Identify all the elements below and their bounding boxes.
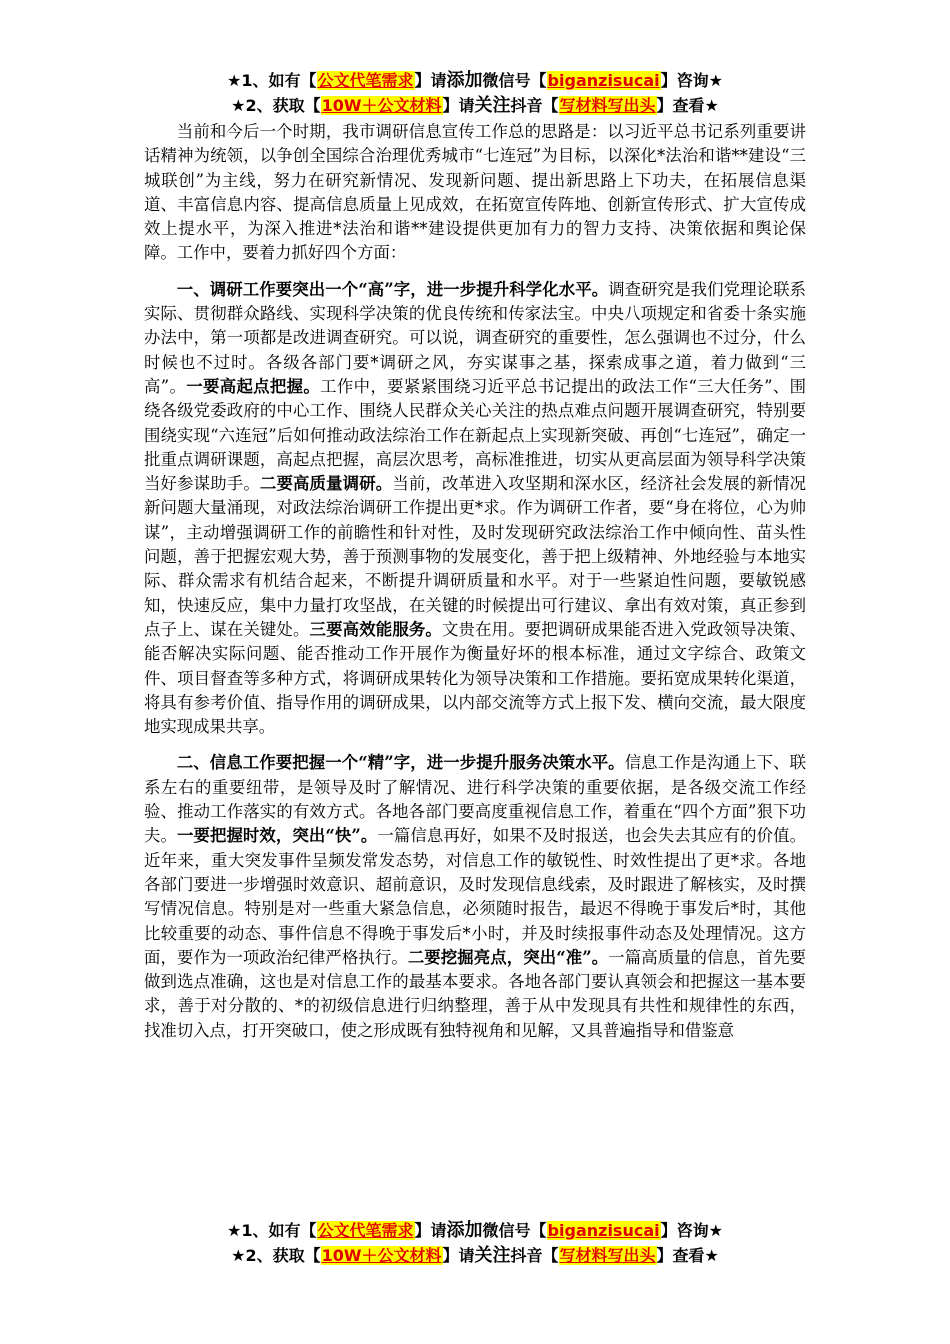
footer-1-suffix: 】咨询★ — [660, 1221, 723, 1240]
footer-1-prefix: ★1、如有【 — [227, 1221, 317, 1240]
footer-banner-line-2 — [0, 1245, 950, 1267]
banner-1-suffix: 】咨询★ — [660, 71, 723, 90]
header-banner-line-2 — [0, 95, 950, 117]
document-body — [144, 120, 806, 1043]
banner-1-prefix: ★1、如有【 — [227, 71, 317, 90]
section-2-text-2: 一篇信息再好，如果不及时报送，也会失去其应有的价值。近年来，重大突发事件呈频发常发态势，对信息工作的敏锐性、时效性提出了更*求。各地各部门要进一步增强时效意识、超前意识，及时发现信息线索，及时跟进了解核实，及时撰写情况信息。特别是对一些重大紧急信息，必须随时报告，最迟不得晚于事发后*时，其他比较重要的动态、事件信息不得晚于事发后*小时，并及时续报事件动态及处理情况。这方面，要作为一项政治纪律严格执行。 — [144, 826, 807, 967]
banner-1-mid: 】请 — [414, 71, 447, 90]
footer-2-highlight-materials: 10W＋公文材料 — [321, 1246, 442, 1265]
section-1-heading: 一、调研工作要突出一个“高”字，进一步提升科学化水平。 — [176, 279, 609, 299]
footer-2-highlight-douyin: 写材料写出头 — [559, 1246, 656, 1265]
banner-2-suffix: 】查看★ — [656, 96, 719, 115]
footer-banner-line-1 — [0, 1220, 950, 1242]
banner-2-mid-2: 抖音【 — [510, 96, 559, 115]
section-1-text-2: 工作中，要紧紧围绕习近平总书记提出的政法工作“三大任务”、围绕各级党委政府的中心工作、围绕人民群众关心关注的热点难点问题开展调查研究，特别要围绕实现“六连冠”后如何推动政法综治工作在新起点上实现新突破、再创“七连冠”，确定一批重点调研课题，高起点把握，高层次思考，高标准推进，切实从更高层面为领导科学决策当好参谋助手。 — [144, 376, 807, 494]
banner-1-keyword: 添加 — [446, 70, 483, 91]
section-1-text-1: 调查研究是我们党理论联系实际、贯彻群众路线、实现科学决策的优良传统和传家法宝。中央八项规定和省委十条实施办法中，第一项都是改进调查研究。可以说，调查研究的重要性，怎么强调也不过分，什么时候也不过时。各级各部门要*调研之风，夯实谋事之基，探索成事之道，着力做到“三高”。 — [144, 279, 807, 396]
header-banner-line-1 — [0, 70, 950, 92]
banner-1-highlight-service: 公文代笔需求 — [317, 71, 414, 90]
banner-2-mid: 】请 — [442, 96, 475, 115]
banner-2-keyword: 关注 — [474, 95, 511, 116]
banner-2-highlight-materials: 10W＋公文材料 — [321, 96, 442, 115]
section-2-point-1: 一要把握时效，突出“快”。 — [176, 826, 378, 846]
footer-2-keyword: 关注 — [474, 1245, 511, 1266]
footer-1-highlight-service: 公文代笔需求 — [317, 1221, 414, 1240]
section-2-text-1: 信息工作是沟通上下、联系左右的重要纽带，是领导及时了解情况、进行科学决策的重要依据，是各级交流工作经验、推动工作落实的有效方式。各地各部门要高度重视信息工作，着重在“四个方面”狠下功夫。 — [144, 753, 807, 846]
footer-2-mid: 】请 — [442, 1246, 475, 1265]
section-2-paragraph — [144, 751, 806, 1043]
banner-1-highlight-wechat: biganzisucai — [547, 71, 660, 90]
section-1-point-1: 一要高起点把握。 — [186, 376, 321, 396]
footer-1-keyword: 添加 — [446, 1220, 483, 1241]
banner-1-mid-2: 微信号【 — [482, 71, 547, 90]
section-1-text-4: 文贵在用。要把调研成果能否进入党政领导决策、能否解决实际问题、能否推动工作开展作为衡量好坏的根本标准，通过文字综合、政策文件、项目督查等多种方式，将调研成果转化为领导决策和工作措施。要拓宽成果转化渠道，将具有参考价值、指导作用的调研成果，以内部交流等方式上报下发、横向交流，最大限度地实现成果共享。 — [144, 619, 807, 737]
section-2-heading: 二、信息工作要把握一个“精”字，进一步提升服务决策水平。 — [176, 753, 625, 773]
banner-2-prefix: ★2、获取【 — [231, 96, 321, 115]
section-1-point-2: 二要高质量调研。 — [259, 474, 393, 494]
footer-1-mid: 】请 — [414, 1221, 447, 1240]
footer-1-mid-2: 微信号【 — [482, 1221, 547, 1240]
banner-2-highlight-douyin: 写材料写出头 — [559, 96, 656, 115]
footer-1-highlight-wechat: biganzisucai — [547, 1221, 660, 1240]
section-2-text-3: 一篇高质量的信息，首先要做到选点准确，这也是对信息工作的最基本要求。各地各部门要认真领会和把握这一基本要求，善于对分散的、*的初级信息进行归纳整理，善于从中发现具有共性和规律性的东西，找准切入点，打开突破口，使之形成既有独特视角和见解，又具普遍指导和借鉴意 — [144, 947, 806, 1040]
intro-paragraph: 当前和今后一个时期，我市调研信息宣传工作总的思路是：以习近平总书记系列重要讲话精神为统领，以争创全国综合治理优秀城市“七连冠”为目标，以深化*法治和谐**建设“三城联创”为主线，努力在研究新情况、发现新问题、提出新思路上下功夫，在拓展信息渠道、丰富信息内容、提高信息质量上见成效，在拓宽宣传阵地、创新宣传形式、扩大宣传成效上提水平，为深入推进*法治和谐**建设提供更加有力的智力支持、决策依据和舆论保障。工作中，要着力抓好四个方面： — [144, 122, 806, 263]
section-1-paragraph — [144, 278, 806, 740]
section-1-point-3: 三要高效能服务。 — [309, 619, 442, 639]
section-1-text-3: 当前，改革进入攻坚期和深水区，经济社会发展的新情况新问题大量涌现，对政法综治调研工作提出更*求。作为调研工作者，要“身在将位，心为帅谋”，主动增强调研工作的前瞻性和针对性，及时发现研究政法综治工作中倾向性、苗头性问题，善于把握宏观大势，善于预测事物的发展变化，善于把上级精神、外地经验与本地实际、群众需求有机结合起来，不断提升调研质量和水平。对于一些紧迫性问题，要敏锐感知，快速反应，集中力量打攻坚战，在关键的时候提出可行建议、拿出有效对策，真正参到点子上、谋在关键处。 — [144, 474, 807, 639]
footer-2-suffix: 】查看★ — [656, 1246, 719, 1265]
footer-2-prefix: ★2、获取【 — [231, 1246, 321, 1265]
footer-2-mid-2: 抖音【 — [510, 1246, 559, 1265]
section-2-point-2: 二要挖掘亮点，突出“准”。 — [407, 947, 609, 967]
